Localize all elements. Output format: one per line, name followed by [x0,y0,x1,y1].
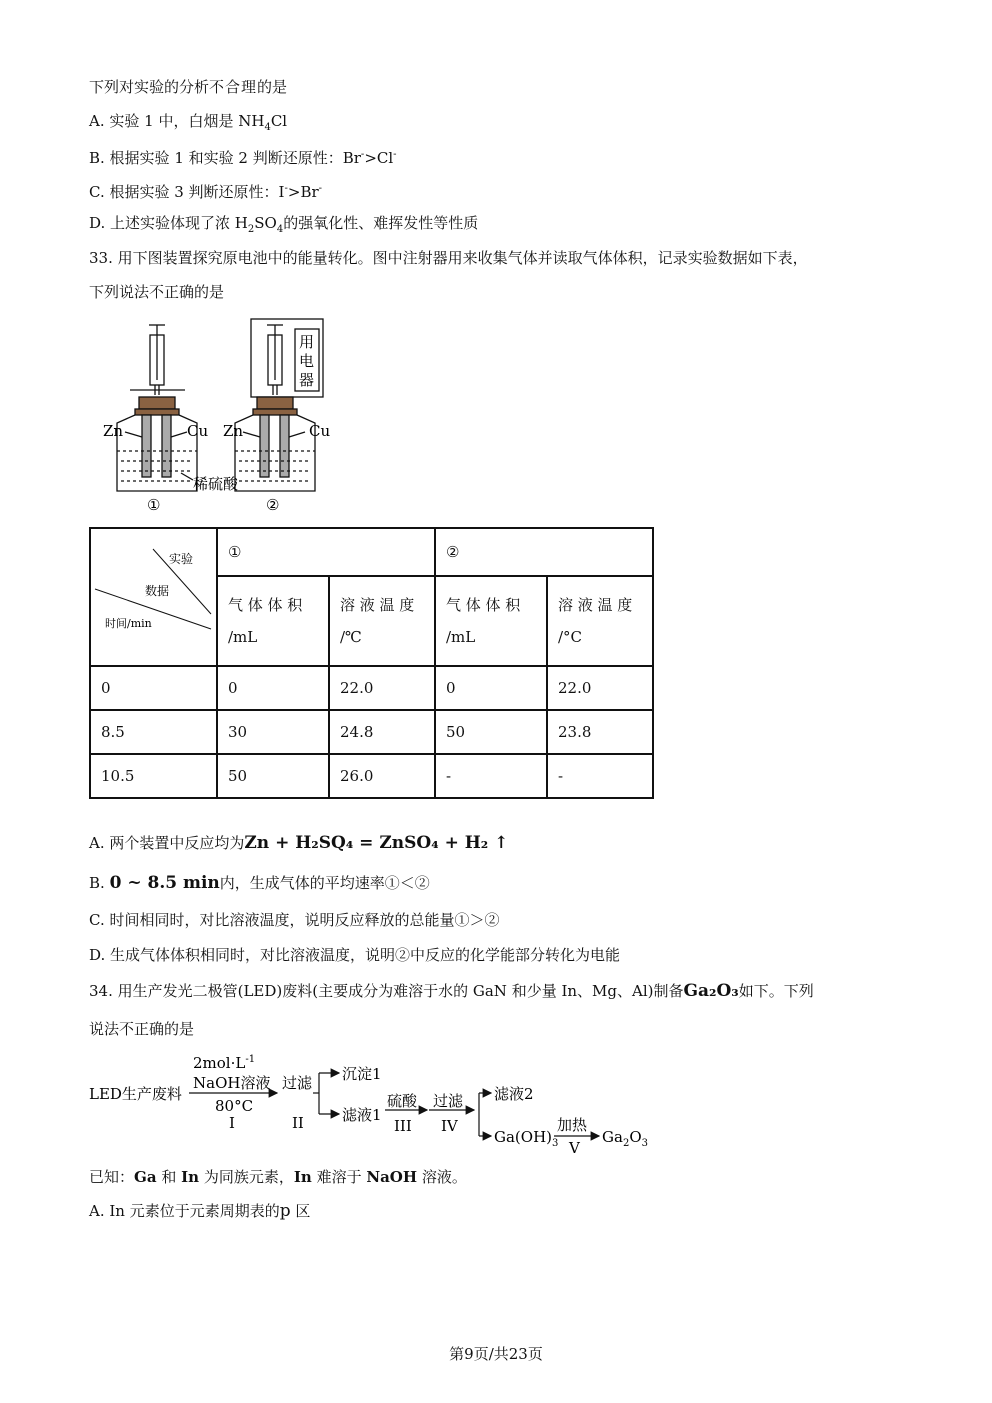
diagonal-lines [91,529,216,665]
page-number: 第9页/共23页 [449,1345,543,1363]
cell-gas-2: - [435,754,547,798]
flow-filtrate-2: 滤液2 [494,1085,534,1103]
diag-label-data: 数据 [145,584,170,598]
q34-stem-pre: 34. 用生产发光二极管(LED)废料(主要成分为难溶于水的 GaN 和少量 In、Mg、Al)制备 [89,982,684,1000]
cell-temp-1: 26.0 [329,754,435,798]
cell-gas-1: 0 [217,666,329,710]
known-ga: Ga [134,1168,157,1186]
cell-gas-1: 30 [217,710,329,754]
q34-option-a [89,1201,310,1221]
flow-precipitate-1: 沉淀1 [342,1065,382,1083]
table-header-row-1 [90,528,653,576]
q32-opt-d-sub1: 2 [247,224,255,235]
q32-opt-d-mid: SO [254,214,277,232]
q33-option-d: D. 生成气体体积相同时，对比溶液温度，说明②中反应的化学能部分转化为电能 [89,946,621,964]
q34-opt-a-p: p [279,1201,291,1221]
q33-option-c: C. 时间相同时，对比溶液温度，说明反应释放的总能量①＞② [89,911,500,929]
col-temp-2: 溶 液 温 度 /°C [547,576,653,666]
flow-product: $Ga_2O_3$ [602,1128,648,1149]
cell-gas-1: 50 [217,754,329,798]
q32-opt-b-sup1: - [360,149,365,160]
q32-opt-d-post: 的强氧化性、难挥发性等性质 [283,214,479,232]
label-dilute-sulfuric-acid: 稀硫酸 [193,475,239,493]
flow-start: LED生产废料 [89,1085,182,1103]
label-apparatus-1: ① [147,496,161,514]
q32-opt-a-post: Cl [270,112,288,130]
q32-stem-post: 的是 [257,78,288,96]
label-zn-2: Zn [223,422,244,440]
col-gas-volume-1: 气 体 体 积 /mL [217,576,329,666]
cell-time: 8.5 [90,710,217,754]
flow-step-3: III [394,1117,412,1135]
q33-data-table [89,527,654,799]
cell-time: 0 [90,666,217,710]
q32-opt-b-sup2: - [393,149,397,160]
q33-stem-line1: 33. 用下图装置探究原电池中的能量转化。图中注射器用来收集气体并读取气体体积，记录实验数据如下表， [89,249,808,267]
device-char-1: 用 [299,333,315,351]
flowchart-svg [89,1048,659,1160]
cell-temp-1: 22.0 [329,666,435,710]
q33-opt-a-equation: Zn + H₂SQ₄ = ZnSO₄ + H₂ ↑ [244,833,509,853]
q32-opt-c-mid: >Br [287,183,319,201]
q33-stem-line2: 下列说法不正确的是 [89,283,225,301]
group-header-2: ② [435,528,653,576]
flow-acid: 硫酸 [387,1092,418,1110]
cell-temp-2: - [547,754,653,798]
flow-filter-2: 过滤 [433,1092,464,1110]
apparatus-1 [117,325,197,491]
table-row [90,666,653,710]
known-mid: 为同族元素， [203,1168,294,1186]
q34-known [89,1167,467,1187]
flow-step-4: IV [441,1117,458,1135]
flow-reagent-naoh: NaOH溶液 [193,1074,271,1092]
q34-stem-line2: 说法不正确的是 [89,1020,195,1038]
q34-stem-post: 如下。下列 [738,982,814,1000]
label-cu-2: Cu [309,422,331,440]
flow-step-1: I [229,1114,235,1132]
group-header-1: ① [217,528,435,576]
q33-opt-b-text: 内，生成气体的平均速率①＜② [219,874,430,892]
table-row [90,754,653,798]
known-pre: 已知： [89,1168,135,1186]
diag-label-time: 时间/min [105,617,152,630]
flow-gaoh3: $Ga(OH)_3$ [494,1128,559,1149]
flow-filter-1: 过滤 [282,1074,313,1092]
known-and: 和 [161,1168,177,1186]
q32-opt-a-sub: 4 [264,122,271,133]
q32-option-a [89,111,287,138]
q32-option-d [89,213,478,240]
q32-opt-d-sub2: 4 [276,224,284,235]
flow-reagent-conc: $2mol\cdot L^{-1}$ [193,1054,256,1072]
q32-stem-emphasis: 不合理 [209,78,258,96]
q32-stem [89,77,287,97]
device-char-2: 电 [299,352,315,370]
q34-opt-a-post: 区 [295,1202,311,1220]
q34-flowchart [89,1048,659,1160]
label-zn-1: Zn [103,422,124,440]
col-gas-volume-2: 气 体 体 积 /mL [435,576,547,666]
q34-stem-line1 [89,981,814,1001]
q32-stem-pre: 下列对实验的分析 [89,78,210,96]
q32-opt-b-mid: >Cl [364,149,394,167]
q32-option-c [89,179,322,202]
known-mid-2: 难溶于 [316,1168,362,1186]
label-apparatus-2: ② [266,496,280,514]
q34-stem-chem: Ga₂O₃ [683,981,739,1001]
cell-temp-1: 24.8 [329,710,435,754]
q33-option-b [89,873,430,893]
cell-gas-2: 0 [435,666,547,710]
flow-step-2: II [292,1114,304,1132]
cell-gas-2: 50 [435,710,547,754]
known-in: In [181,1168,200,1186]
q33-option-a [89,833,508,853]
q33-opt-b-math: 0 ~ 8.5 min [109,873,220,893]
flow-step-5: V [569,1139,580,1157]
known-post: 溶液。 [421,1168,467,1186]
label-cu-1: Cu [187,422,209,440]
q32-opt-d-text: D. 上述实验体现了浓 H [89,214,248,232]
q32-opt-c-text: C. 根据实验 3 判断还原性：I [89,183,285,201]
q32-opt-a-text: A. 实验 1 中，白烟是 NH [89,112,265,130]
diag-label-experiment: 实验 [169,552,194,566]
apparatus-svg [95,315,345,520]
col-temp-1: 溶 液 温 度 /℃ [329,576,435,666]
q34-opt-a-text: A. In 元素位于元素周期表的 [89,1202,280,1220]
q32-option-b [89,145,397,168]
q33-opt-a-text: A. 两个装置中反应均为 [89,834,245,852]
q32-opt-c-sup2: - [318,183,323,194]
known-naoh: NaOH [366,1168,418,1186]
cell-time: 10.5 [90,754,217,798]
diagonal-header-cell [90,528,217,666]
q32-opt-b-text: B. 根据实验 1 和实验 2 判断还原性：Br [89,149,361,167]
cell-temp-2: 22.0 [547,666,653,710]
known-in-2: In [293,1168,312,1186]
flow-condition: 80°C [215,1097,254,1115]
q33-opt-b-label: B. [89,874,105,892]
flow-heat: 加热 [557,1116,588,1134]
apparatus-figure [95,315,345,520]
table-row [90,710,653,754]
flow-filtrate-1: 滤液1 [342,1106,382,1124]
q32-opt-c-sup1: - [284,183,288,194]
device-char-3: 器 [299,371,315,389]
cell-temp-2: 23.8 [547,710,653,754]
